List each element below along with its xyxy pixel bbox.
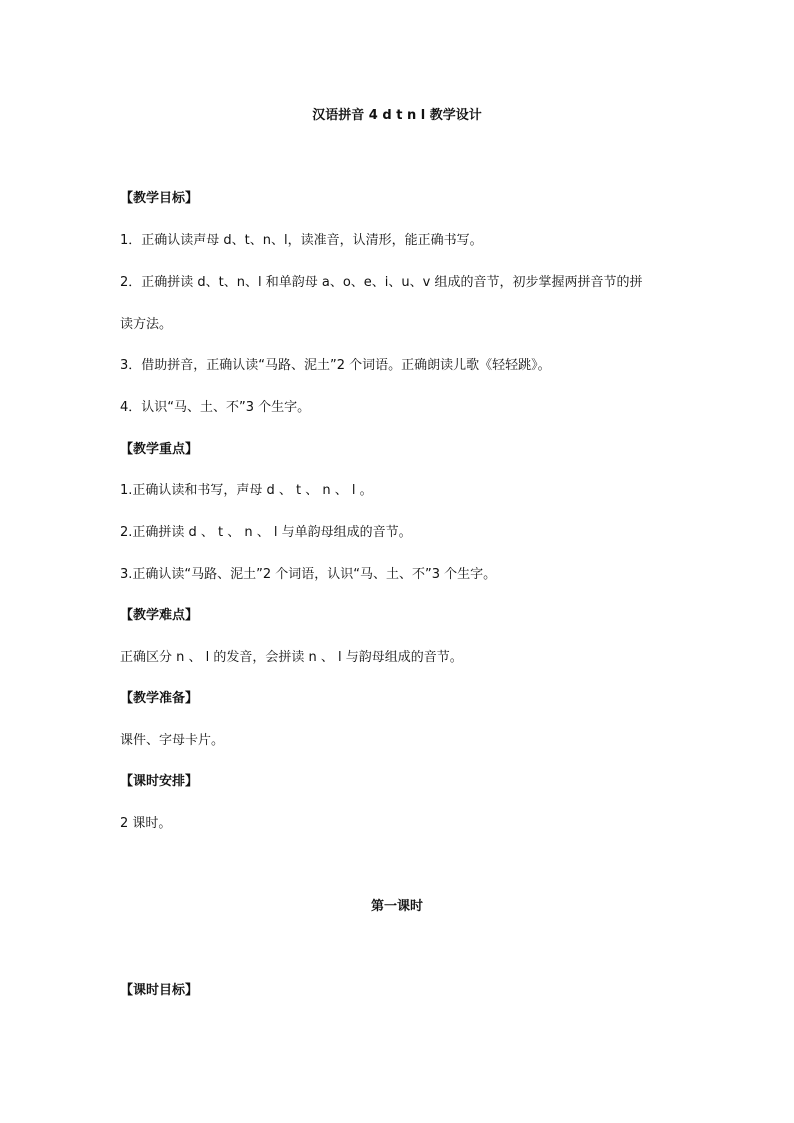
schedule-heading: 【课时安排】: [120, 774, 199, 789]
document-title: 汉语拼音 4 d t n l 教学设计: [312, 108, 482, 123]
teaching-goal-item: 4．认识“马、土、不”3 个生字。: [120, 400, 311, 415]
difficulties-text: 正确区分 n 、 l 的发音，会拼读 n 、 l 与韵母组成的音节。: [120, 650, 463, 665]
preparation-heading: 【教学准备】: [120, 691, 199, 706]
teaching-goal-item-continuation: 读方法。: [120, 317, 173, 332]
key-points-heading: 【教学重点】: [120, 442, 199, 457]
teaching-goal-item: 3．借助拼音，正确认读“马路、泥土”2 个词语。正确朗读儿歌《轻轻跳》。: [120, 358, 551, 373]
teaching-goals-heading: 【教学目标】: [120, 191, 199, 206]
preparation-text: 课件、字母卡片。: [120, 733, 225, 748]
key-point-item: 1.正确认读和书写，声母 d 、 t 、 n 、 l 。: [120, 483, 373, 498]
teaching-goal-item: 2．正确拼读 d、t、n、l 和单韵母 a、o、e、i、u、v 组成的音节，初步掌握两拼音节的拼: [120, 275, 643, 290]
key-point-item: 2.正确拼读 d 、 t 、 n 、 l 与单韵母组成的音节。: [120, 525, 412, 540]
schedule-text: 2 课时。: [120, 816, 172, 831]
teaching-goal-item: 1．正确认读声母 d、t、n、l，读准音，认清形，能正确书写。: [120, 233, 483, 248]
lesson-goals-heading: 【课时目标】: [120, 983, 199, 998]
key-point-item: 3.正确认读“马路、泥土”2 个词语，认识“马、土、不”3 个生字。: [120, 567, 497, 582]
difficulties-heading: 【教学难点】: [120, 608, 199, 623]
lesson-one-heading: 第一课时: [370, 899, 423, 914]
